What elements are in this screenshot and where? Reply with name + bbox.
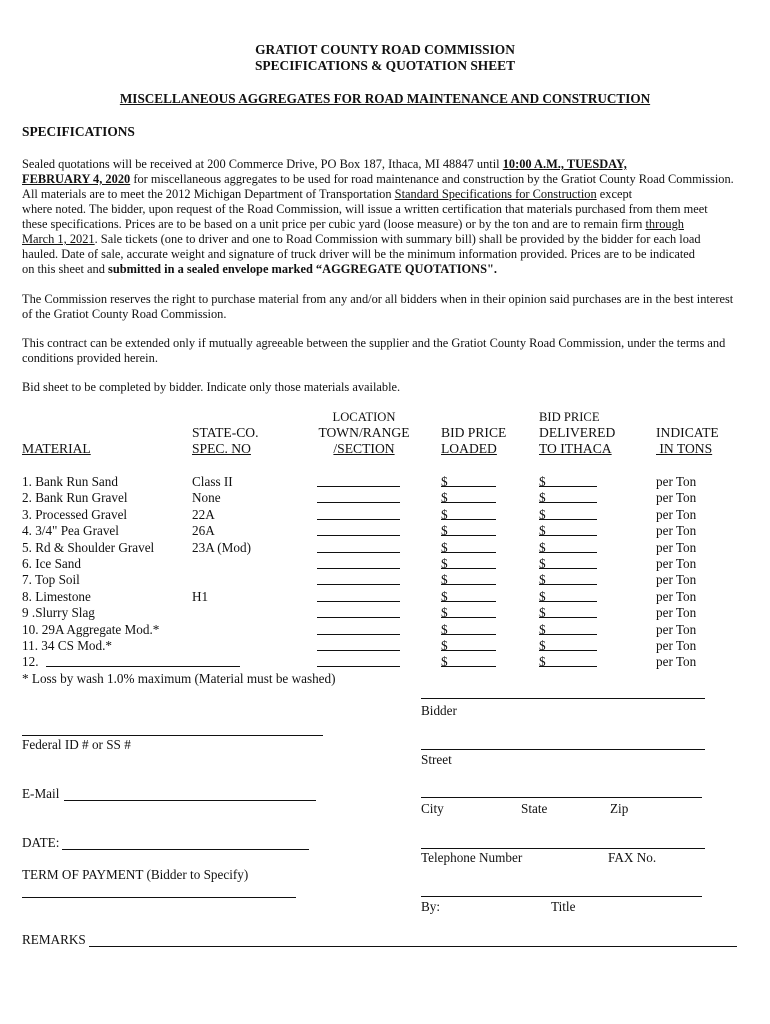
zip-label: Zip — [610, 801, 629, 816]
specifications-heading: SPECIFICATIONS — [22, 124, 135, 139]
table-row — [0, 572, 770, 588]
row-material: 10. 29A Aggregate Mod.* — [22, 622, 160, 637]
federal-id-label: Federal ID # or SS # — [22, 737, 131, 752]
dollar-sign: $ — [441, 490, 448, 505]
row-material: 1. Bank Run Sand — [22, 474, 118, 489]
dollar-sign: $ — [441, 523, 448, 538]
by-title-line[interactable] — [421, 896, 702, 897]
unit-per-ton: per Ton — [656, 572, 697, 587]
dollar-sign: $ — [539, 474, 546, 489]
location-field[interactable] — [317, 507, 400, 520]
p1-text: All materials are to meet the 2012 Michigan Department of Transportation — [22, 187, 395, 201]
location-field[interactable] — [317, 556, 400, 569]
p1-text: for miscellaneous aggregates to be used for road maintenance and construction by the Gratiot County Road Commission. — [130, 172, 734, 186]
location-field[interactable] — [317, 638, 400, 651]
bid-delivered-field[interactable] — [539, 605, 597, 618]
dollar-sign: $ — [441, 556, 448, 571]
p2-text: of the Gratiot County Road Commission. — [22, 307, 227, 321]
header-bid-delivered-mid: DELIVERED — [539, 425, 616, 440]
bid-loaded-field[interactable] — [441, 654, 496, 667]
material-12-blank[interactable] — [46, 666, 240, 667]
standard-specifications-ref: Standard Specifications for Construction — [394, 187, 597, 201]
unit-per-ton: per Ton — [656, 474, 697, 489]
dollar-sign: $ — [441, 589, 448, 604]
bid-loaded-field[interactable] — [441, 556, 496, 569]
table-row — [0, 589, 770, 605]
row-spec: 22A — [192, 507, 215, 522]
bid-delivered-field[interactable] — [539, 507, 597, 520]
table-row — [0, 507, 770, 523]
row-spec: 26A — [192, 523, 215, 538]
p2-text: The Commission reserves the right to purchase material from any and/or all bidders when in their opinion said purchases are in the best interest — [22, 292, 734, 306]
title-label: Title — [551, 899, 576, 914]
row-material: 2. Bank Run Gravel — [22, 490, 128, 505]
title-line-2: SPECIFICATIONS & QUOTATION SHEET — [254, 58, 516, 73]
deadline-time: 10:00 A.M., TUESDAY, — [502, 157, 627, 171]
bid-loaded-field[interactable] — [441, 507, 496, 520]
p1-text: Sealed quotations will be received at 200 Commerce Drive, PO Box 187, Ithaca, MI 48847 until — [22, 157, 503, 171]
bidder-label: Bidder — [421, 703, 457, 718]
location-field[interactable] — [317, 540, 400, 553]
location-field[interactable] — [317, 474, 400, 487]
document-title — [0, 42, 770, 74]
row-spec: H1 — [192, 589, 209, 604]
header-spec-top: STATE-CO. — [192, 425, 259, 440]
dollar-sign: $ — [441, 605, 448, 620]
location-field[interactable] — [317, 589, 400, 602]
date-field[interactable] — [62, 849, 309, 850]
row-material: 9 .Slurry Slag — [22, 605, 95, 620]
unit-per-ton: per Ton — [656, 540, 697, 555]
dollar-sign: $ — [539, 572, 546, 587]
specifications-paragraph — [22, 157, 752, 277]
unit-per-ton: per Ton — [656, 589, 697, 604]
contract-extension-paragraph — [22, 336, 752, 366]
date-label: DATE: — [22, 835, 60, 850]
dollar-sign: $ — [441, 654, 448, 669]
dollar-sign: $ — [441, 540, 448, 555]
row-material: 6. Ice Sand — [22, 556, 81, 571]
federal-id-line[interactable] — [22, 735, 323, 736]
bid-delivered-field[interactable] — [539, 622, 597, 635]
dollar-sign: $ — [539, 490, 546, 505]
location-field[interactable] — [317, 490, 400, 503]
bid-loaded-field[interactable] — [441, 490, 496, 503]
header-bid-loaded-top: BID PRICE — [441, 425, 507, 440]
dollar-sign: $ — [539, 605, 546, 620]
bid-loaded-field[interactable] — [441, 474, 496, 487]
telephone-label: Telephone Number — [421, 850, 523, 865]
bid-delivered-field[interactable] — [539, 556, 597, 569]
dollar-sign: $ — [539, 540, 546, 555]
bid-instruction: Bid sheet to be completed by bidder. Indicate only those materials available. — [22, 380, 401, 394]
bid-delivered-field[interactable] — [539, 589, 597, 602]
title-line-1: GRATIOT COUNTY ROAD COMMISSION — [255, 42, 515, 57]
term-of-payment-label: TERM OF PAYMENT (Bidder to Specify) — [22, 867, 249, 882]
table-row — [0, 638, 770, 654]
row-material: 12. — [22, 654, 39, 669]
email-field[interactable] — [64, 800, 316, 801]
row-material: 5. Rd & Shoulder Gravel — [22, 540, 155, 555]
p1-text: on this sheet and — [22, 262, 109, 276]
row-material: 7. Top Soil — [22, 572, 80, 587]
commission-rights-paragraph — [22, 292, 752, 322]
row-material: 4. 3/4" Pea Gravel — [22, 523, 119, 538]
bid-delivered-field[interactable] — [539, 540, 597, 553]
unit-per-ton: per Ton — [656, 507, 697, 522]
remarks-field[interactable] — [89, 946, 737, 947]
row-material: 11. 34 CS Mod.* — [22, 638, 113, 653]
row-material: 8. Limestone — [22, 589, 91, 604]
bid-delivered-field[interactable] — [539, 572, 597, 585]
header-bid-loaded — [441, 425, 506, 457]
city-state-zip-line[interactable] — [421, 797, 702, 798]
bidder-line[interactable] — [421, 698, 705, 699]
bid-delivered-field[interactable] — [539, 474, 597, 487]
header-material-text: MATERIAL — [22, 441, 91, 456]
email-label: E-Mail — [22, 786, 60, 801]
header-bid-delivered-top: BID PRICE — [539, 410, 600, 424]
street-line[interactable] — [421, 749, 705, 750]
fax-label: FAX No. — [608, 850, 657, 865]
bid-delivered-field[interactable] — [539, 490, 597, 503]
dollar-sign: $ — [539, 622, 546, 637]
dollar-sign: $ — [539, 589, 546, 604]
bid-loaded-field[interactable] — [441, 572, 496, 585]
submission-instruction: submitted in a sealed envelope marked “AGGREGATE QUOTATIONS". — [108, 262, 497, 276]
header-indicate — [656, 425, 719, 457]
header-location — [317, 409, 411, 457]
deadline-date: FEBRUARY 4, 2020 — [22, 172, 131, 186]
dollar-sign: $ — [441, 474, 448, 489]
dollar-sign: $ — [539, 654, 546, 669]
p1-text: these specifications. Prices are to be based on a unit price per cubic yard (loose measure) or by the ton and are to remain firm — [22, 217, 646, 231]
unit-per-ton: per Ton — [656, 638, 697, 653]
table-row — [0, 556, 770, 572]
table-row — [0, 490, 770, 506]
document-subtitle: MISCELLANEOUS AGGREGATES FOR ROAD MAINTENANCE AND CONSTRUCTION — [119, 91, 651, 106]
header-location-bottom: /SECTION — [333, 441, 395, 456]
header-bid-delivered — [539, 409, 615, 457]
bid-loaded-field[interactable] — [441, 523, 496, 536]
by-label: By: — [421, 899, 441, 914]
location-field[interactable] — [317, 605, 400, 618]
header-spec — [192, 425, 259, 457]
unit-per-ton: per Ton — [656, 523, 697, 538]
header-material — [22, 441, 91, 457]
p1-text: except — [596, 187, 633, 201]
unit-per-ton: per Ton — [656, 654, 697, 669]
unit-per-ton: per Ton — [656, 622, 697, 637]
dollar-sign: $ — [441, 507, 448, 522]
bid-loaded-field[interactable] — [441, 589, 496, 602]
row-spec: Class II — [192, 474, 233, 489]
table-row — [0, 605, 770, 621]
dollar-sign: $ — [539, 523, 546, 538]
header-indicate-top: INDICATE — [656, 425, 719, 440]
firm-until-date: March 1, 2021 — [22, 232, 95, 246]
location-field[interactable] — [317, 523, 400, 536]
city-label: City — [421, 801, 444, 816]
header-bid-loaded-bottom: LOADED — [441, 441, 497, 456]
footnote: * Loss by wash 1.0% maximum (Material must be washed) — [22, 671, 336, 686]
dollar-sign: $ — [539, 556, 546, 571]
street-label: Street — [421, 752, 452, 767]
dollar-sign: $ — [441, 572, 448, 587]
header-location-mid: TOWN/RANGE — [318, 425, 410, 440]
unit-per-ton: per Ton — [656, 556, 697, 571]
bid-delivered-field[interactable] — [539, 654, 597, 667]
p3-text: This contract can be extended only if mutually agreeable between the supplier and the Gratiot County Road Commission, under the terms and — [22, 336, 726, 350]
bid-delivered-field[interactable] — [539, 638, 597, 651]
location-field[interactable] — [317, 572, 400, 585]
table-row — [0, 654, 770, 670]
unit-per-ton: per Ton — [656, 490, 697, 505]
location-field[interactable] — [317, 654, 400, 667]
bid-delivered-field[interactable] — [539, 523, 597, 536]
remarks-label: REMARKS — [22, 932, 86, 947]
telephone-fax-line[interactable] — [421, 848, 705, 849]
dollar-sign: $ — [539, 507, 546, 522]
location-field[interactable] — [317, 622, 400, 635]
header-location-top: LOCATION — [332, 410, 396, 424]
p1-text: . Sale tickets (one to driver and one to Road Commission with summary bill) shall be provided by the bidder for each load — [94, 232, 701, 246]
table-row — [0, 622, 770, 638]
header-spec-bottom: SPEC. NO — [192, 441, 251, 456]
p3-text: conditions provided herein. — [22, 351, 158, 365]
row-spec: 23A (Mod) — [192, 540, 251, 555]
bid-loaded-field[interactable] — [441, 605, 496, 618]
p1-text: through — [645, 217, 684, 231]
term-of-payment-field[interactable] — [22, 897, 296, 898]
bid-loaded-field[interactable] — [441, 638, 496, 651]
header-bid-delivered-bottom: TO ITHACA — [539, 441, 612, 456]
bid-loaded-field[interactable] — [441, 622, 496, 635]
dollar-sign: $ — [441, 638, 448, 653]
p1-text: where noted. The bidder, upon request of the Road Commission, will issue a written certification that materials purchased from them meet — [22, 202, 708, 216]
bid-loaded-field[interactable] — [441, 540, 496, 553]
header-indicate-bottom: IN TONS — [656, 441, 713, 456]
dollar-sign: $ — [441, 622, 448, 637]
dollar-sign: $ — [539, 638, 546, 653]
row-spec: None — [192, 490, 221, 505]
table-row — [0, 523, 770, 539]
state-label: State — [521, 801, 548, 816]
p1-text: hauled. Date of sale, accurate weight and signature of truck driver will be the minimum information provided. Prices are to be indicated — [22, 247, 695, 261]
table-row — [0, 540, 770, 556]
table-row — [0, 474, 770, 490]
row-material: 3. Processed Gravel — [22, 507, 128, 522]
unit-per-ton: per Ton — [656, 605, 697, 620]
